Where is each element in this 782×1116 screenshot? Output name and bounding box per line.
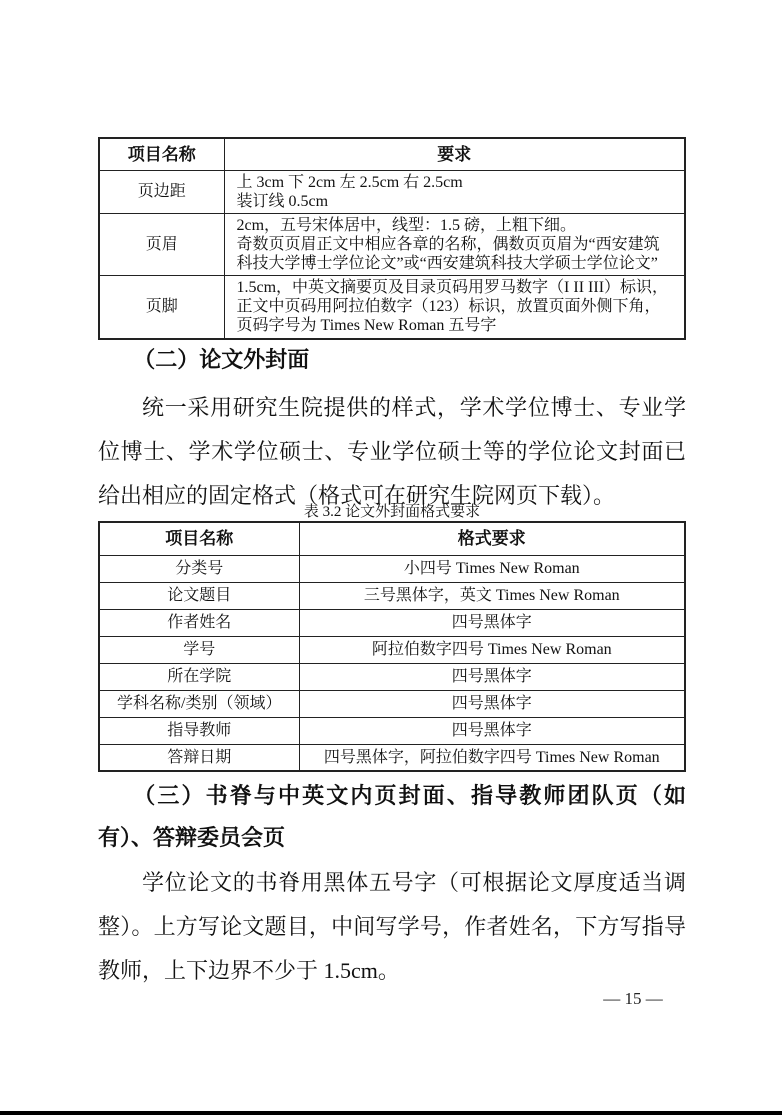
table-row-thesis-title: [99, 582, 685, 609]
table-row-footer: [99, 275, 685, 339]
page-footer-text: 1.5cm，中英文摘要页及目录页码用罗马数字（I II III）标识，正文中页码用阿拉伯数字（123）标识，放置页面外侧下角，页码字号为 Times New Roman 五号字: [236, 279, 669, 335]
row-value: 四号黑体字: [299, 663, 685, 690]
row-value: 小四号 Times New Roman: [299, 555, 685, 582]
row-value: 四号黑体字: [299, 717, 685, 744]
row-label-margins: 页边距: [99, 170, 224, 213]
row-value-page-header: [224, 213, 685, 275]
column-header-item-name: 项目名称: [99, 138, 224, 170]
row-label: 作者姓名: [99, 609, 299, 636]
table-row-supervisor: [99, 717, 685, 744]
page-header-line-2: 奇数页页眉正文中相应各章的名称，偶数页页眉为“西安建筑科技大学博士学位论文”或“西安建筑科技大学硕士学位论文”: [236, 235, 660, 272]
row-value: 四号黑体字: [299, 609, 685, 636]
table-header-row: [99, 138, 685, 170]
row-value: 四号黑体字，阿拉伯数字四号 Times New Roman: [299, 744, 685, 771]
cover-format-requirements-table: [98, 521, 686, 772]
row-label: 学科名称/类别（领域）: [99, 690, 299, 717]
row-label-page-footer: 页脚: [99, 275, 224, 339]
row-value-page-footer: [224, 275, 685, 339]
row-label: 答辩日期: [99, 744, 299, 771]
column-header-requirement: 要求: [224, 138, 685, 170]
row-label: 分类号: [99, 555, 299, 582]
table-row-defense-date: [99, 744, 685, 771]
section-heading-outer-cover: （二）论文外封面: [133, 347, 310, 372]
row-label: 学号: [99, 636, 299, 663]
spine-paragraph: 学位论文的书脊用黑体五号字（可根据论文厚度适当调整）。上方写论文题目，中间写学号，作者姓名，下方写指导教师，上下边界不少于 1.5cm。: [98, 870, 686, 983]
table-row-classification-number: [99, 555, 685, 582]
row-label: 指导教师: [99, 717, 299, 744]
page-number: — 15 —: [603, 989, 663, 1008]
page-header-line-1: 2cm，五号宋体居中，线型：1.5 磅，上粗下细。: [236, 216, 577, 234]
page-format-requirements-table: [98, 137, 686, 340]
row-value: 阿拉伯数字四号 Times New Roman: [299, 636, 685, 663]
table-3-2-caption: 表 3.2 论文外封面格式要求: [303, 504, 481, 520]
row-value: 四号黑体字: [299, 690, 685, 717]
column-header-format-requirement: 格式要求: [299, 522, 685, 555]
row-label-page-header: 页眉: [99, 213, 224, 275]
outer-cover-paragraph: 统一采用研究生院提供的样式，学术学位博士、专业学位博士、学术学位硕士、专业学位硕士等的学位论文封面已给出相应的固定格式（格式可在研究生院网页下载）。: [98, 395, 686, 508]
table-row-student-id: [99, 636, 685, 663]
table-row-discipline: [99, 690, 685, 717]
table-row-school: [99, 663, 685, 690]
column-header-item-name: 项目名称: [99, 522, 299, 555]
margins-line-1: 上 3cm 下 2cm 左 2.5cm 右 2.5cm: [236, 173, 463, 191]
row-value-margins: [224, 170, 685, 213]
row-value: 三号黑体字，英文 Times New Roman: [299, 582, 685, 609]
row-label: 所在学院: [99, 663, 299, 690]
row-label: 论文题目: [99, 582, 299, 609]
table-row-author-name: [99, 609, 685, 636]
section-heading-spine-and-inner-covers: （三）书脊与中英文内页封面、指导教师团队页（如有）、答辩委员会页: [98, 783, 686, 850]
table-header-row: [99, 522, 685, 555]
table-row-margins: [99, 170, 685, 213]
page-bottom-border: [0, 1111, 782, 1115]
table-row-header: [99, 213, 685, 275]
margins-line-2: 装订线 0.5cm: [236, 192, 329, 210]
